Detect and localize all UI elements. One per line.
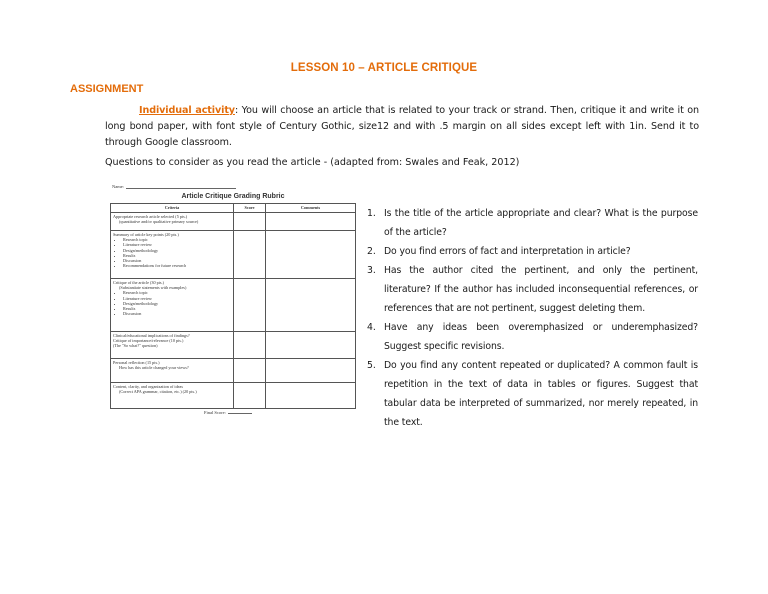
rubric-comments-cell bbox=[266, 231, 356, 279]
rubric-score-cell bbox=[234, 383, 266, 409]
rubric-row bbox=[111, 213, 356, 231]
rubric-row bbox=[111, 332, 356, 359]
intro-paragraph bbox=[105, 103, 699, 151]
intro-body: : You will choose an article that is related to your track or strand. Then, critique it and write it on long bond paper, with font style of Century Gothic, size12 and with .5 margin on all sides except left with 1in. Send it to through Google classroom. bbox=[105, 105, 699, 148]
rubric-body bbox=[111, 213, 356, 409]
rubric-criteria-cell bbox=[111, 359, 234, 383]
rubric-criteria-line: Summary of article key points (20 pts.) bbox=[113, 232, 179, 237]
question-item bbox=[367, 261, 698, 318]
rubric-comments-cell bbox=[266, 332, 356, 359]
rubric-criteria-line: How has this article changed your views? bbox=[119, 365, 189, 371]
rubric-name-row bbox=[112, 184, 236, 189]
rubric-criteria-line: Personal reflection (15 pts.) bbox=[113, 360, 160, 365]
rubric-criteria-line: Clinical/educational implications of findings? bbox=[113, 333, 190, 338]
question-list bbox=[367, 204, 698, 432]
rubric-criteria-cell bbox=[111, 383, 234, 409]
rubric-bullet: • Design/methodology bbox=[123, 248, 231, 253]
question-text: Have any ideas been overemphasized or underemphasized? Suggest specific revisions. bbox=[384, 322, 698, 352]
rubric-row bbox=[111, 279, 356, 332]
rubric-header-row bbox=[111, 204, 356, 213]
rubric-criteria-cell bbox=[111, 332, 234, 359]
question-item bbox=[367, 318, 698, 356]
rubric-header-score: Score bbox=[234, 204, 266, 213]
rubric-final-score bbox=[204, 410, 252, 415]
rubric-name-line bbox=[126, 188, 236, 189]
rubric-row bbox=[111, 383, 356, 409]
question-number: 1. bbox=[367, 208, 376, 219]
rubric-bullet-list bbox=[113, 237, 231, 268]
rubric-score-cell bbox=[234, 359, 266, 383]
rubric-bullet: • Research topic bbox=[123, 290, 231, 295]
rubric-score-cell bbox=[234, 332, 266, 359]
rubric-criteria-line: Content, clarity, and organization of ideas bbox=[113, 384, 184, 389]
rubric-criteria-line: (quantitative and/or qualitative primary source) bbox=[119, 219, 199, 225]
rubric-bullet: • Discussion bbox=[123, 311, 231, 316]
rubric-table bbox=[110, 203, 356, 409]
question-number: 3. bbox=[367, 265, 376, 276]
rubric-comments-cell bbox=[266, 359, 356, 383]
rubric-bullet-list bbox=[113, 290, 231, 316]
question-number: 2. bbox=[367, 246, 376, 257]
rubric-bullet: • Discussion bbox=[123, 258, 231, 263]
question-text: Has the author cited the pertinent, and only the pertinent, literature? If the author has included inconsequential references, or references that are not pertinent, suggest deleting them. bbox=[384, 265, 698, 314]
rubric-criteria-line: Critique of importance/relevance (10 pts.) bbox=[113, 338, 184, 344]
rubric-bullet: • Results bbox=[123, 306, 231, 311]
rubric-comments-cell bbox=[266, 213, 356, 231]
question-item bbox=[367, 356, 698, 432]
rubric-bullet: • Literature review bbox=[123, 296, 231, 301]
rubric-criteria-line: (Substantiate statements with examples) bbox=[119, 285, 187, 291]
question-text: Do you find any content repeated or duplicated? A common fault is repetition in the text of data in tables or figures. Suggest that tabular data be interpreted of summarized, nor merely repeated, in the text. bbox=[384, 360, 698, 428]
intro-lead: Individual activity bbox=[139, 105, 235, 116]
lesson-title: LESSON 10 – ARTICLE CRITIQUE bbox=[290, 62, 478, 74]
rubric-criteria-cell bbox=[111, 279, 234, 332]
rubric-comments-cell bbox=[266, 383, 356, 409]
rubric-criteria-cell bbox=[111, 231, 234, 279]
rubric-criteria-line: Critique of the article (30 pts.) bbox=[113, 280, 164, 285]
rubric-score-cell bbox=[234, 213, 266, 231]
rubric-name-label: Name: bbox=[112, 184, 124, 189]
question-text: Do you find errors of fact and interpretation in article? bbox=[384, 246, 631, 257]
rubric-final-label: Final Score: bbox=[204, 410, 226, 415]
rubric-row bbox=[111, 231, 356, 279]
rubric-criteria-cell bbox=[111, 213, 234, 231]
rubric-title: Article Critique Grading Rubric bbox=[181, 193, 285, 200]
rubric-bullet: • Results bbox=[123, 253, 231, 258]
rubric-criteria-line: (The "So what?" question) bbox=[113, 343, 158, 349]
rubric-criteria-line: Appropriate research article selected (5 pts.) bbox=[113, 214, 188, 219]
question-item bbox=[367, 242, 698, 261]
rubric-bullet: • Literature review bbox=[123, 242, 231, 247]
rubric-bullet: • Research topic bbox=[123, 237, 231, 242]
rubric-comments-cell bbox=[266, 279, 356, 332]
rubric-bullet: • Recommendations for future research bbox=[123, 263, 231, 268]
rubric-header-comments: Comments bbox=[266, 204, 356, 213]
question-number: 5. bbox=[367, 360, 376, 371]
rubric-row bbox=[111, 359, 356, 383]
rubric-score-cell bbox=[234, 279, 266, 332]
questions-heading: Questions to consider as you read the article - (adapted from: Swales and Feak, 2012) bbox=[105, 157, 520, 168]
question-text: Is the title of the article appropriate and clear? What is the purpose of the article? bbox=[384, 208, 698, 238]
rubric-final-line bbox=[228, 413, 252, 414]
question-item bbox=[367, 204, 698, 242]
question-number: 4. bbox=[367, 322, 376, 333]
assignment-heading: ASSIGNMENT bbox=[70, 83, 144, 95]
rubric-bullet: • Design/methodology bbox=[123, 301, 231, 306]
rubric-image bbox=[110, 181, 356, 421]
rubric-score-cell bbox=[234, 231, 266, 279]
rubric-criteria-line: (Correct APA grammar, citation, etc.) (20 pts.) bbox=[119, 389, 197, 395]
rubric-header-criteria: Criteria bbox=[111, 204, 234, 213]
